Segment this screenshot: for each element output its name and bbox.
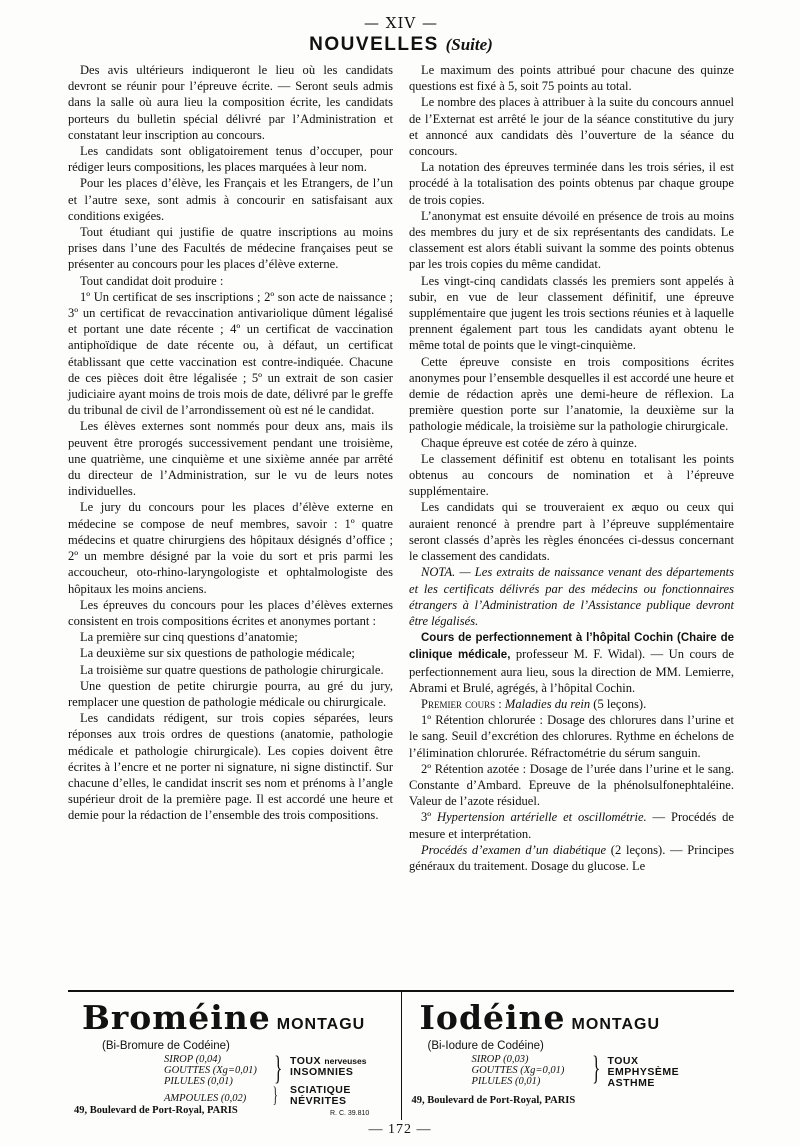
paragraph: Tout candidat doit produire : <box>80 273 224 288</box>
procedure-topic: Procédés d’examen d’un diabétique <box>421 842 607 857</box>
course-title: Cours de perfectionnement à l’hôpital Cochin (Chaire de clinique médicale, <box>409 632 734 662</box>
paragraph: Le nombre des places à attribuer à la suite du concours annuel de l’Externat est arrêté le jour de la séance constitutive du jury et annoncé aux candidats dès l’ouverture de la séance du concours. <box>409 95 734 159</box>
paragraph: Cette épreuve consiste en trois compositions écrites anonymes pour l’ensemble desquelles il est accordé une heure et demie de rédaction après une demi-heure de réflexion. La première question porte sur l’anatomie, la deuxième sur la pathologie médicale, la troisième sur la pathologie chirurgicale. <box>409 354 734 434</box>
columns <box>68 62 734 874</box>
page-number: — 172 — <box>368 1122 432 1137</box>
course-text: professeur M. F. Widal). — Un cours de perfectionnement aura lieu, sous la direction de MM. Lemierre, Abrami et Brulé, agrégés, à l’hôpital Cochin. <box>409 647 734 695</box>
paragraph: Les épreuves du concours pour les places d’élèves externes consistent en trois compositions écrites et anonymes portant : <box>68 597 393 628</box>
brand-maker: MONTAGU <box>276 1016 366 1033</box>
title-text: NOUVELLES <box>309 34 439 55</box>
paragraph: Le jury du concours pour les places d’élève externe en médecine se compose de neuf membres, savoir : 1º quatre médecins et quatre chirurgiens des hôpitaux désignés d’office ; 2º un membre désigné par la voie du sort et pris parmi les accoucheur, oto-rhino-laryngologiste et ophtalmologiste des hôpitaux les moins anciens. <box>68 500 393 596</box>
paragraph: Les candidats sont obligatoirement tenus d’occuper, pour rédiger leurs compositions, les places marquées à leur nom. <box>68 144 393 175</box>
right-column <box>409 62 734 874</box>
indication: SCIATIQUE <box>290 1084 351 1096</box>
ad-forms <box>472 1054 565 1087</box>
indication: nerveuses <box>324 1056 367 1066</box>
indication: TOUX <box>290 1055 321 1067</box>
premier-label: Premier cours : <box>421 696 502 711</box>
iodeine-ad <box>402 992 735 1120</box>
title-suffix: (Suite) <box>445 35 493 54</box>
nota-text: — Les extraits de naissance venant des départements et les certificats délivrés par des médecins ou fonctionnaires étrangers à l’Administration de l’Assistance publique devront être légalisés. <box>409 565 734 628</box>
premier-cours <box>409 696 734 712</box>
procedure-paragraph <box>409 842 734 874</box>
form-item: GOUTTES (Xg=0,01) <box>471 1065 565 1076</box>
form-item: PILULES (0,01) <box>164 1076 233 1087</box>
paragraph: La première sur cinq questions d’anatomie; <box>80 630 298 645</box>
header <box>68 14 734 56</box>
form-item: SIROP (0,04) <box>164 1054 221 1065</box>
page-title <box>68 34 734 56</box>
item-number: 3º <box>421 810 438 825</box>
nota-paragraph <box>409 564 734 629</box>
brace-icon: } <box>272 1082 278 1107</box>
paragraph: Les vingt-cinq candidats classés les premiers sont appelés à subir, en vue de leur classement définitif, une épreuve supplémentaire que jugent les trois sections réunies et à laquelle prennent également part tous les candidats ayant obtenu le même total de points que le vingt-cinquième. <box>409 273 734 353</box>
form-item: PILULES (0,01) <box>471 1076 541 1087</box>
premier-rest: (5 leçons). <box>590 696 647 711</box>
item-text: — Procédés de mesure et interprétation. <box>409 810 734 841</box>
ad-brand <box>82 998 365 1037</box>
list-item <box>409 809 734 841</box>
bromeine-ad <box>68 992 402 1120</box>
ad-address: 49, Boulevard de Port-Royal, PARIS <box>411 1095 576 1106</box>
brace-icon: } <box>274 1050 283 1087</box>
ad-subtitle: (Bi-Bromure de Codéine) <box>102 1040 230 1052</box>
advertisements <box>68 990 734 1120</box>
paragraph: Les candidats qui se trouveraient ex æquo ou ceux qui auraient renoncé à prendre part à l’épreuve supplémentaire seront classés d’après les règles énoncées ci-dessus concernant le classement des candidats. <box>409 500 734 564</box>
ad-indications <box>608 1056 680 1089</box>
ad-address: 49, Boulevard de Port-Royal, PARIS <box>74 1105 238 1116</box>
paragraph: Tout étudiant qui justifie de quatre inscriptions au moins prises dans l’une des Facultés de médecine françaises peut se présenter au concours pour les places d’élève externe. <box>68 225 393 272</box>
indication: TOUX <box>607 1055 639 1067</box>
brand-name: Iodéine <box>419 998 566 1037</box>
paragraph: Chaque épreuve est cotée de zéro à quinze. <box>421 435 637 450</box>
paragraph: Des avis ultérieurs indiqueront le lieu où les candidats devront se réunir pour l’épreuve écrite. — Seront seuls admis dans la salle où aura lieu la composition écrite, les candidats porteurs du bulletin spécial délivré par l’Administration et constatant leur inscription au concours. <box>68 63 393 142</box>
indication: NÉVRITES <box>290 1095 347 1107</box>
ad-indications <box>290 1056 366 1107</box>
paragraph: La notation des épreuves terminée dans les trois séries, il est procédé à la totalisation des points obtenus par chaque groupe de trois copies. <box>409 160 734 207</box>
ad-forms <box>164 1054 257 1104</box>
list-item: 1º Rétention chlorurée : Dosage des chlorures dans l’urine et le sang. Seuil d’excrétion des chlorures. Rythme en échelons de l’élimination chlorurée. Réfractométrie du sérum sanguin. <box>409 713 734 760</box>
ad-subtitle: (Bi-Iodure de Codéine) <box>427 1040 544 1052</box>
form-item: SIROP (0,03) <box>471 1054 529 1065</box>
paragraph: Une question de petite chirurgie pourra, au gré du jury, remplacer une question de pathologie médicale ou chirurgicale. <box>68 678 393 709</box>
ad-reference: R. C. 39.810 <box>330 1110 370 1117</box>
indication: EMPHYSÈME <box>607 1066 680 1078</box>
item-topic: Hypertension artérielle et oscillométrie. <box>437 810 647 825</box>
form-item: AMPOULES (0,02) <box>164 1093 247 1104</box>
paragraph: L’anonymat est ensuite dévoilé en présence de trois au moins des membres du jury et de six représentants des candidats. Le classement est alors établi suivant la somme des points obtenus par les trois copies du même candidat. <box>409 208 734 272</box>
premier-topic: Maladies du rein <box>504 696 591 711</box>
paragraph: Le classement définitif est obtenu en totalisant les points obtenus au concours de nomination et à l’épreuve supplémentaire. <box>409 451 734 499</box>
paragraph: La deuxième sur six questions de pathologie médicale; <box>80 646 355 661</box>
brace-icon: } <box>591 1050 600 1087</box>
list-item: 2º Rétention azotée : Dosage de l’urée dans l’urine et le sang. Constante d’Ambard. Epreuve de la phénolsulfonephtaléine. Valeur de l’azote résiduel. <box>409 761 734 809</box>
form-item: GOUTTES (Xg=0,01) <box>164 1065 257 1076</box>
ad-brand <box>420 998 661 1037</box>
paragraph: Les candidats rédigent, sur trois copies séparées, leurs réponses aux trois ordres de questions (anatomie, pathologie médicale et pathologie chirurgicale). Les copies doivent être écrites à l’encre et ne porter ni signature, ni signe distinctif. Sur chacune d’elles, le candidat inscrit ses nom et prénoms à l’angle supérieur droit de la première page. Il est accordé une heure et demie pour la rédaction de l’ensemble des trois compositions. <box>68 711 393 823</box>
paragraph: 1º Un certificat de ses inscriptions ; 2º son acte de naissance ; 3º un certificat de revaccination antivariolique dûment légalisé et portant une date récente ; 4º un certificat de vaccination antiphoïdique de date récente ou, à défaut, un certificat établissant que cette vaccination est contre-indiquée. Chacune de ces pièces doit être légalisée ; 5º un extrait de son casier judiciaire ayant moins de trois mois de date, délivré par le greffe du tribunal de civil de l’arrondissement où est né le candidat. <box>68 289 393 418</box>
left-column <box>68 62 393 874</box>
nota-label: NOTA. <box>421 565 456 580</box>
paragraph: Le maximum des points attribué pour chacune des quinze questions est fixé à 5, soit 75 points au total. <box>409 63 734 94</box>
page <box>68 14 734 874</box>
course-paragraph <box>409 629 734 696</box>
indication: ASTHME <box>607 1077 655 1089</box>
paragraph: La troisième sur quatre questions de pathologie chirurgicale. <box>80 662 384 677</box>
paragraph: Pour les places d’élève, les Français et les Etrangers, de l’un et l’autre sexe, sont admis à concourir en satisfaisant aux conditions exigées. <box>68 176 393 223</box>
folio: — XIV — <box>364 14 438 32</box>
indication: INSOMNIES <box>290 1066 354 1078</box>
brand-maker: MONTAGU <box>571 1016 661 1033</box>
procedure-text: (2 leçons). — Principes généraux du traitement. Dosage du glucose. Le <box>409 842 735 873</box>
brand-name: Broméine <box>82 998 271 1037</box>
paragraph: Les élèves externes sont nommés pour deux ans, mais ils peuvent être prorogés successivement pendant une troisième, une quatrième, une cinquième et une sixième année par arrêté du directeur de l’Administration, sur le vu de leurs notes individuelles. <box>68 419 393 499</box>
